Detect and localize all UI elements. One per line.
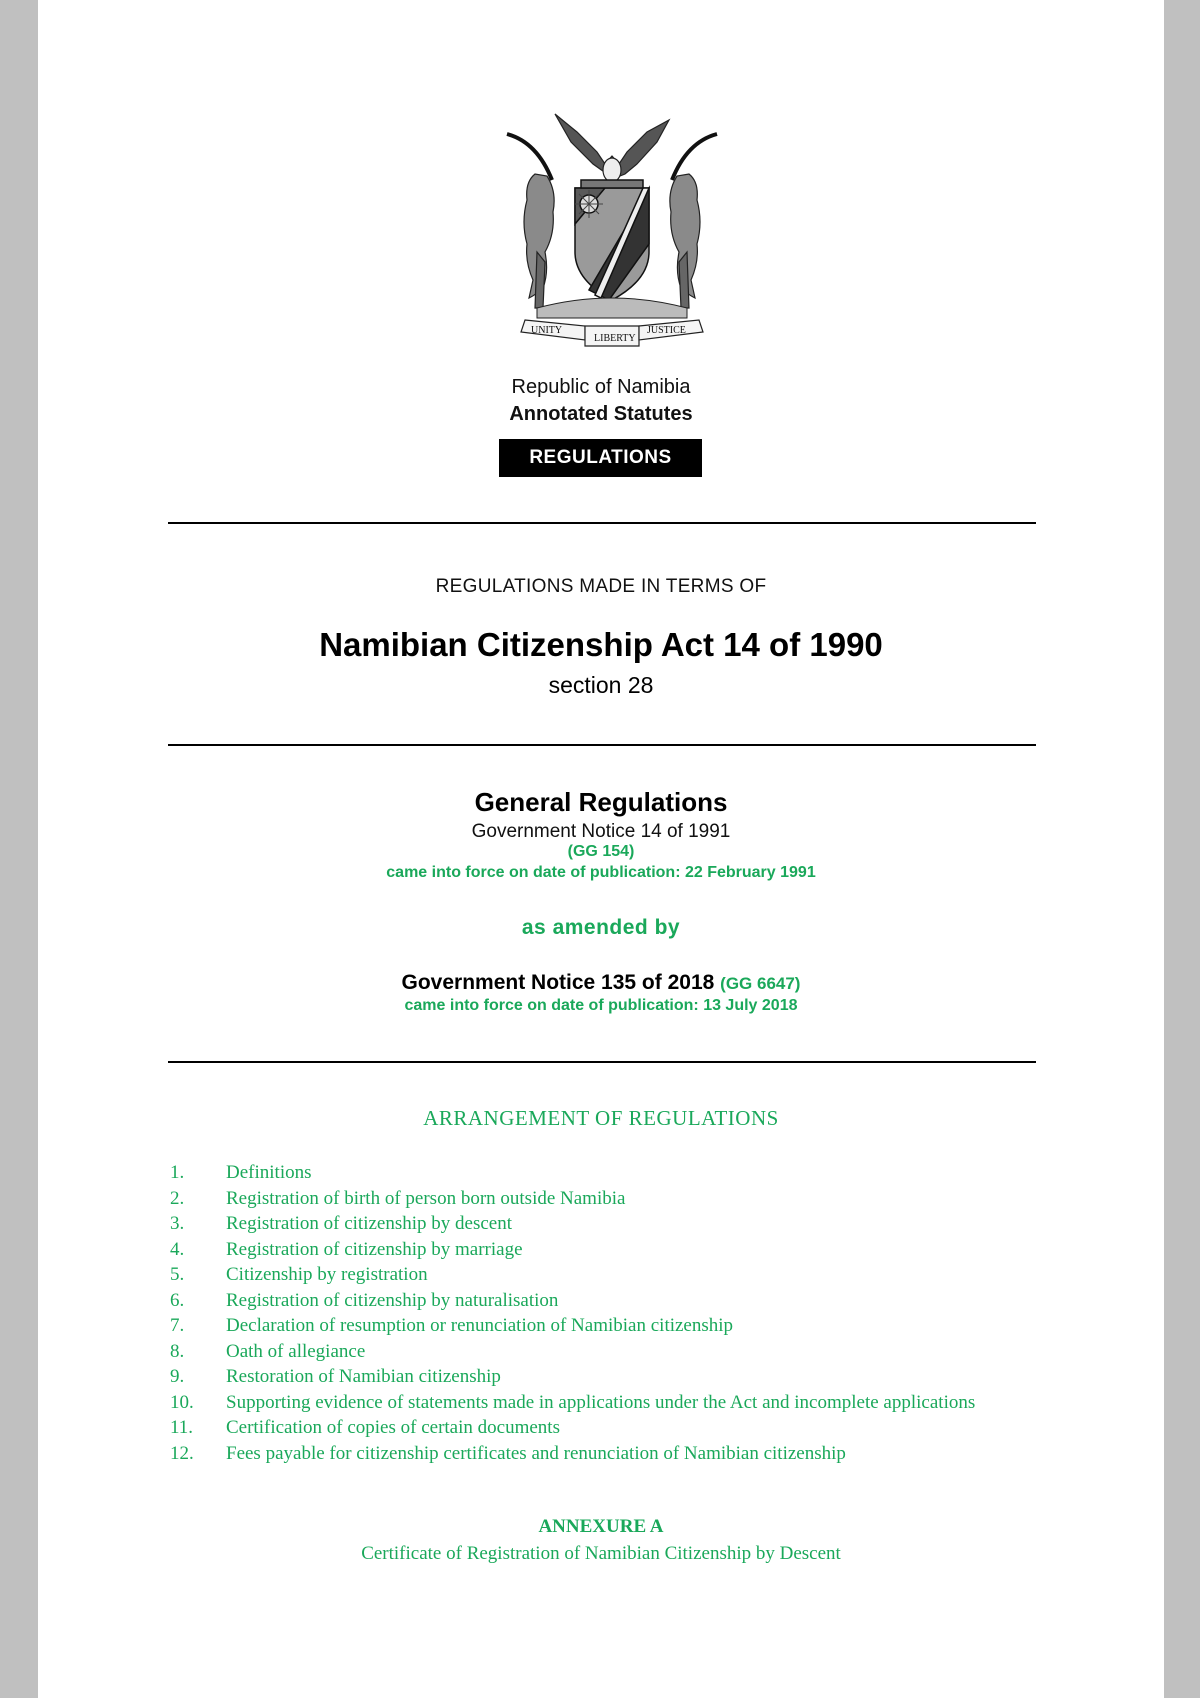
- item-text: Registration of citizenship by marriage: [226, 1238, 523, 1260]
- amendment-notice: Government Notice 135 of 2018: [401, 971, 715, 994]
- coat-of-arms-emblem: [497, 112, 727, 348]
- amendment-gazette: (GG 6647): [720, 974, 801, 993]
- item-number: 4.: [170, 1238, 185, 1260]
- act-section: section 28: [548, 672, 654, 698]
- item-text: Fees payable for citizenship certificates and renunciation of Namibian citizenship: [226, 1442, 846, 1464]
- item-number: 3.: [170, 1213, 185, 1234]
- divider-bottom: [168, 1061, 1036, 1063]
- annexure-subtitle: Certificate of Registration of Namibian Citizenship by Descent: [361, 1543, 841, 1564]
- item-text: Supporting evidence of statements made in applications under the Act and incomplete applications: [226, 1391, 976, 1413]
- item-number: 8.: [170, 1340, 185, 1362]
- republic-name: Republic of Namibia: [511, 376, 691, 398]
- item-number: 1.: [170, 1162, 185, 1183]
- right-horn: [672, 134, 717, 180]
- list-item: [170, 1160, 1038, 1186]
- item-text: Declaration of resumption or renunciation of Namibian citizenship: [226, 1315, 734, 1336]
- list-item: [170, 1441, 1038, 1467]
- list-item: [170, 1237, 1038, 1263]
- list-item: [170, 1186, 1038, 1212]
- list-item: [170, 1262, 1038, 1288]
- left-oryx: [524, 174, 554, 308]
- item-text: Registration of citizenship by descent: [226, 1213, 512, 1234]
- divider-top: [168, 522, 1036, 524]
- item-text: Certification of copies of certain documents: [226, 1417, 560, 1438]
- list-item: [170, 1288, 1038, 1314]
- dune-base: [537, 298, 687, 318]
- item-text: Definitions: [226, 1162, 312, 1183]
- item-number: 10.: [170, 1391, 194, 1413]
- right-oryx: [670, 174, 700, 308]
- item-number: 9.: [170, 1366, 185, 1387]
- list-item: [170, 1339, 1038, 1365]
- regulations-list: [170, 1160, 1038, 1466]
- item-number: 12.: [170, 1442, 194, 1464]
- list-item: [170, 1364, 1038, 1390]
- item-text: Registration of citizenship by naturalisation: [226, 1289, 559, 1311]
- document-page: [38, 0, 1164, 1698]
- item-number: 11.: [170, 1417, 194, 1438]
- item-number: 7.: [170, 1315, 185, 1336]
- shield: [575, 180, 649, 300]
- annotated-statutes-label: Annotated Statutes: [509, 403, 693, 425]
- regulation-title: General Regulations: [474, 787, 728, 817]
- government-notice: Government Notice 14 of 1991: [471, 821, 731, 842]
- motto-unity: UNITY: [531, 325, 563, 336]
- motto-justice: JUSTICE: [647, 325, 686, 336]
- item-number: 2.: [170, 1187, 185, 1209]
- list-item: [170, 1211, 1038, 1237]
- amendment-in-force-date: came into force on date of publication: 13 July 2018: [404, 997, 798, 1014]
- list-item: [170, 1313, 1038, 1339]
- item-number: 5.: [170, 1264, 185, 1285]
- item-text: Restoration of Namibian citizenship: [226, 1366, 501, 1387]
- item-number: 6.: [170, 1289, 185, 1311]
- item-text: Citizenship by registration: [226, 1264, 428, 1285]
- left-horn: [507, 134, 552, 180]
- motto-liberty: LIBERTY: [594, 333, 636, 344]
- arrangement-title: ARRANGEMENT OF REGULATIONS: [423, 1106, 779, 1130]
- item-text: Oath of allegiance: [226, 1340, 366, 1362]
- list-item: [170, 1390, 1038, 1416]
- eagle-crest: [555, 114, 669, 182]
- act-title: Namibian Citizenship Act 14 of 1990: [319, 626, 883, 663]
- gazette-reference: (GG 154): [567, 843, 635, 860]
- list-item: [170, 1415, 1038, 1441]
- divider-middle: [168, 744, 1036, 746]
- in-force-date: came into force on date of publication: 22 February 1991: [386, 864, 816, 881]
- regulations-badge: REGULATIONS: [499, 439, 702, 477]
- made-in-terms-label: REGULATIONS MADE IN TERMS OF: [435, 576, 767, 597]
- item-text: Registration of birth of person born outside Namibia: [226, 1187, 626, 1209]
- amendment-notice-line: [38, 971, 1164, 995]
- annexure-title: ANNEXURE A: [538, 1516, 664, 1537]
- amended-by-label: as amended by: [521, 916, 681, 939]
